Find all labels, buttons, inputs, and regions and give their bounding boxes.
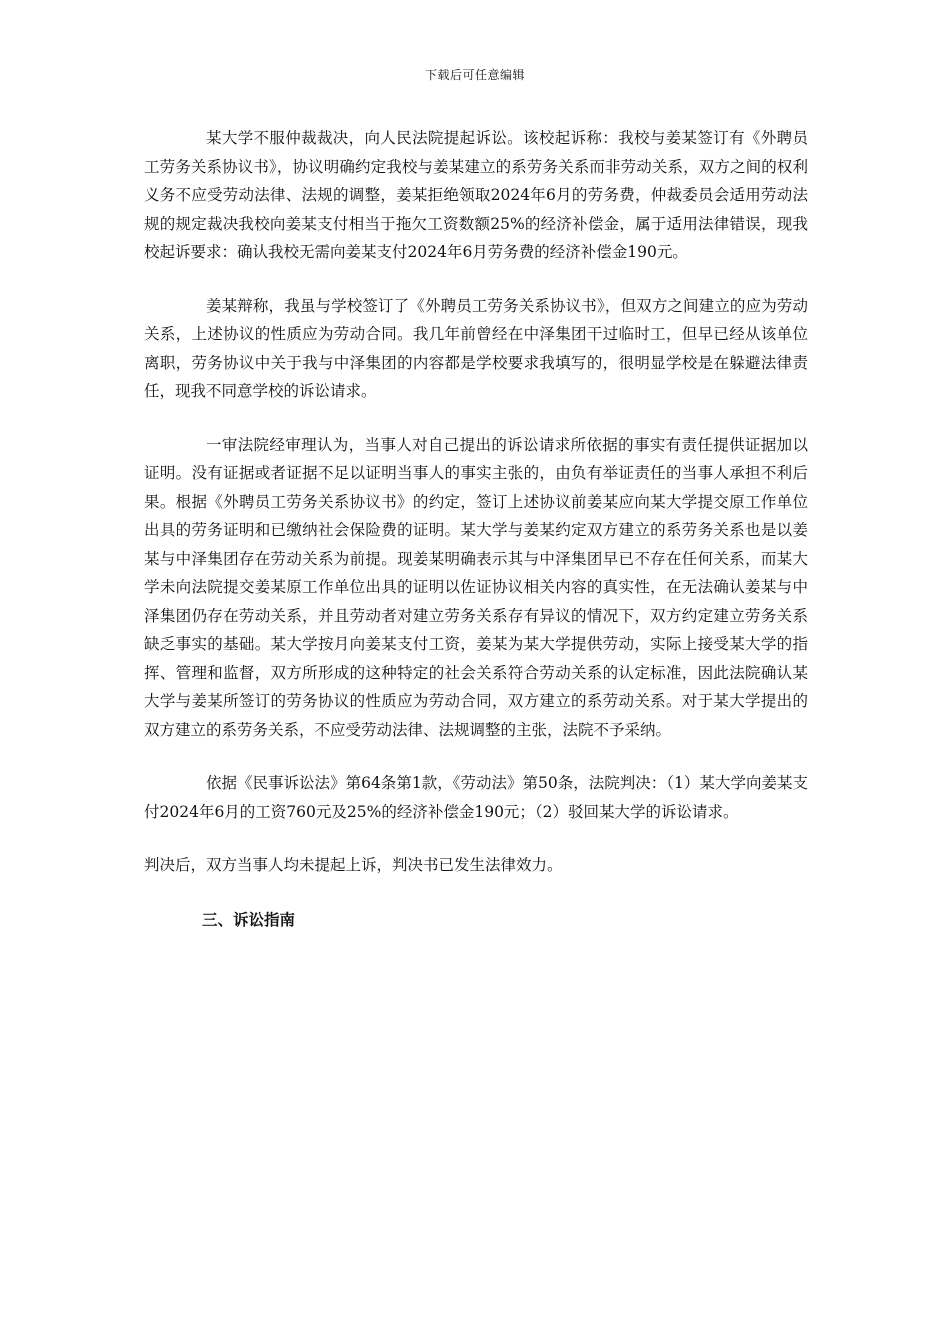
document-body xyxy=(144,124,808,934)
paragraph-closing: 判决后，双方当事人均未提起上诉，判决书已发生法律效力。 xyxy=(144,856,563,874)
section-heading: 三、诉讼指南 xyxy=(202,909,296,929)
page-header-note: 下载后可任意编辑 xyxy=(424,68,525,82)
paragraph-court-reasoning: 一审法院经审理认为，当事人对自己提出的诉讼请求所依据的事实有责任提供证据加以证明。没有证据或者证据不足以证明当事人的事实主张的，由负有举证责任的当事人承担不利后果。根据《外聘员工劳务关系协议书》的约定，签订上述协议前姜某应向某大学提交原工作单位出具的劳务证明和已缴纳社会保险费的证明。某大学与姜某约定双方建立的系劳务关系也是以姜某与中泽集团存在劳动关系为前提。现姜某明确表示其与中泽集团早已不存在任何关系，而某大学未向法院提交姜某原工作单位出具的证明以佐证协议相关内容的真实性，在无法确认姜某与中泽集团仍存在劳动关系，并且劳动者对建立劳务关系存有异议的情况下，双方约定建立劳务关系缺乏事实的基础。某大学按月向姜某支付工资，姜某为某大学提供劳动，实际上接受某大学的指挥、管理和监督，双方所形成的这种特定的社会关系符合劳动关系的认定标准，因此法院确认某大学与姜某所签订的劳务协议的性质应为劳动合同，双方建立的系劳动关系。对于某大学提出的双方建立的系劳务关系，不应受劳动法律、法规调整的主张，法院不予采纳。 xyxy=(144,435,808,739)
paragraph-defense: 姜某辩称，我虽与学校签订了《外聘员工劳务关系协议书》，但双方之间建立的应为劳动关系，上述协议的性质应为劳动合同。我几年前曾经在中泽集团干过临时工，但早已经从该单位离职，劳务协议中关于我与中泽集团的内容都是学校要求我填写的，很明显学校是在躲避法律责任，现我不同意学校的诉讼请求。 xyxy=(144,296,808,400)
paragraph-judgment: 依据《民事诉讼法》第64条第1款，《劳动法》第50条，法院判决：（1）某大学向姜某支付2024年6月的工资760元及25%的经济补偿金190元；（2）驳回某大学的诉讼请求。 xyxy=(144,774,808,821)
paragraph-lawsuit-claim: 某大学不服仲裁裁决，向人民法院提起诉讼。该校起诉称：我校与姜某签订有《外聘员工劳务关系协议书》，协议明确约定我校与姜某建立的系劳务关系而非劳动关系，双方之间的权利义务不应受劳动法律、法规的调整，姜某拒绝领取2024年6月的劳务费，仲裁委员会适用劳动法规的规定裁决我校向姜某支付相当于拖欠工资数额25%的经济补偿金，属于适用法律错误，现我校起诉要求：确认我校无需向姜某支付2024年6月劳务费的经济补偿金190元。 xyxy=(144,129,808,261)
